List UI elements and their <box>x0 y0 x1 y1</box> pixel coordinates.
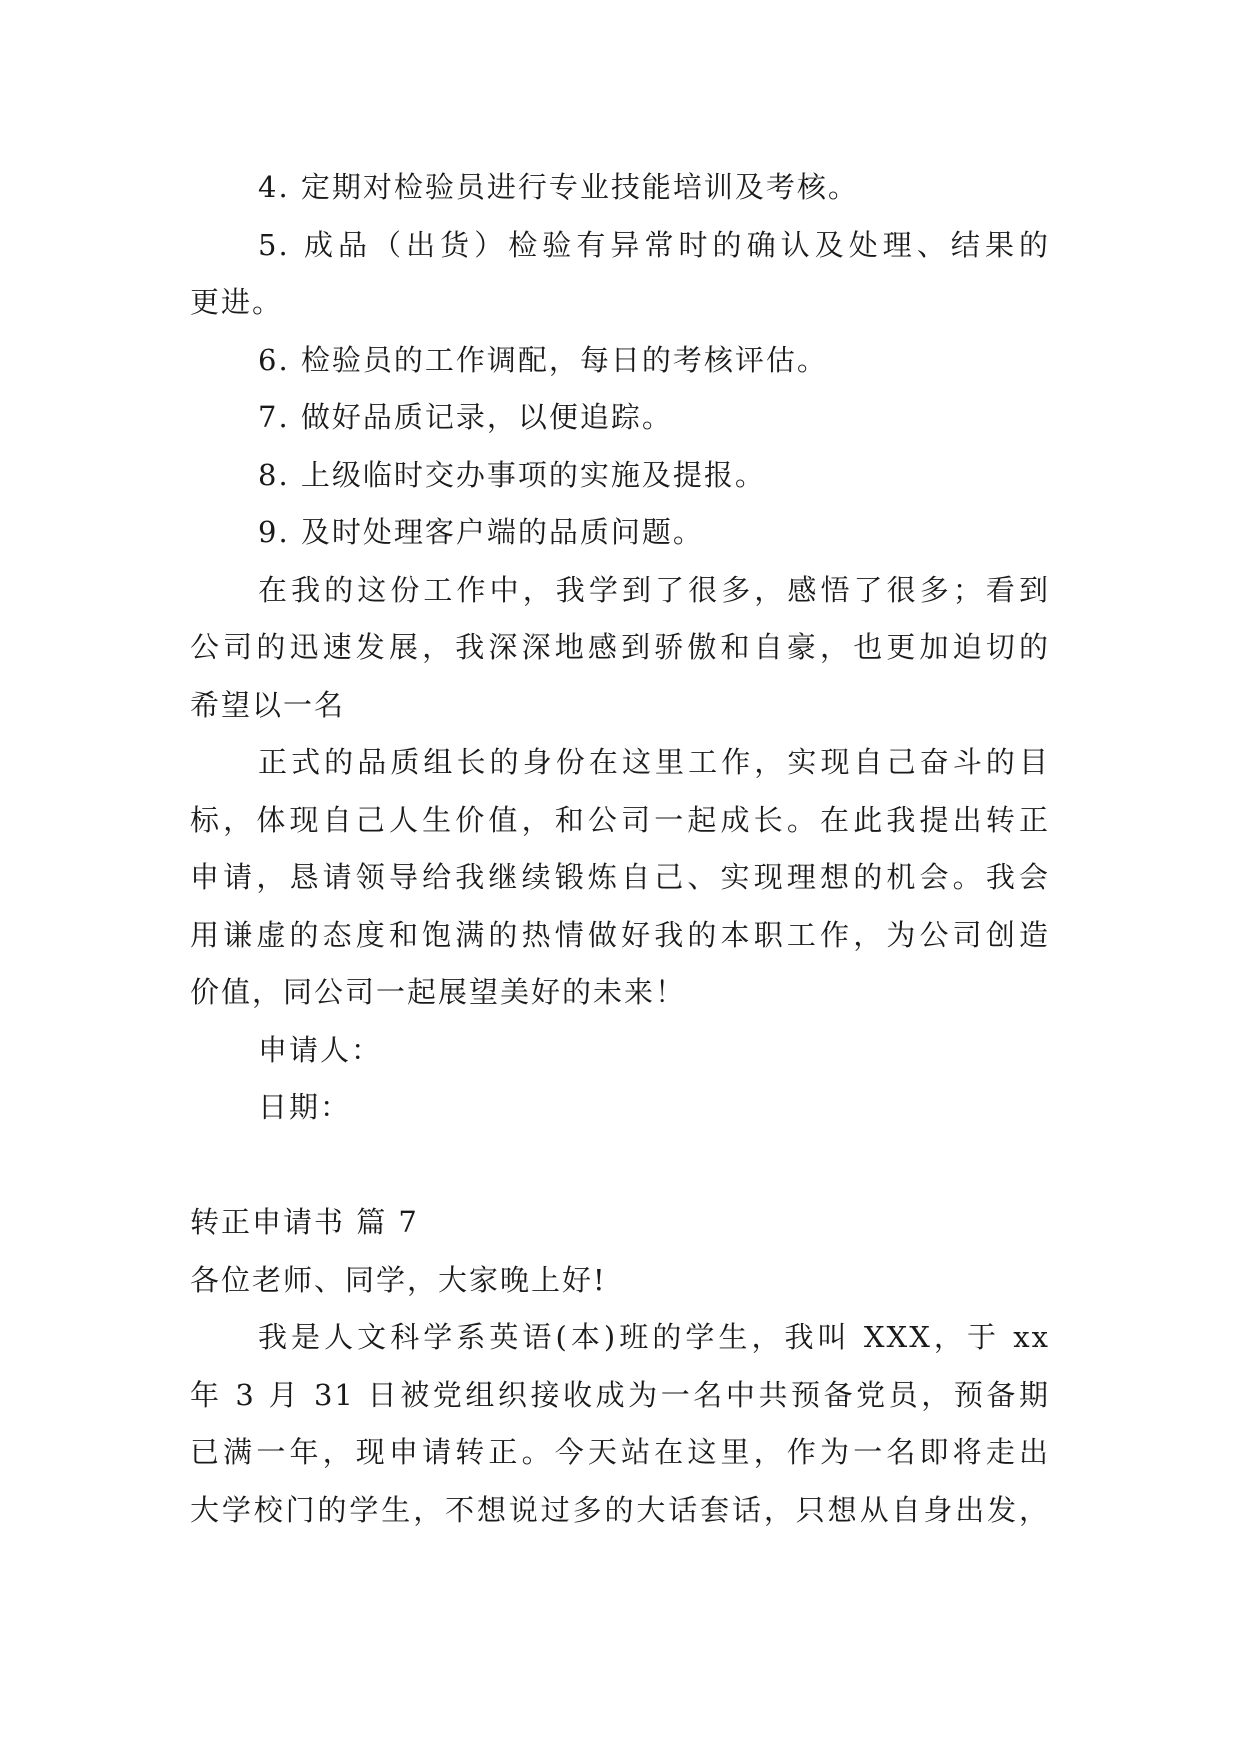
paragraph-line: 大学校门的学生，不想说过多的大话套话，只想从自身出发， <box>190 1493 1050 1527</box>
section-heading: 转正申请书 篇 7 <box>190 1205 419 1239</box>
paragraph-line: 我是人文科学系英语(本)班的学生，我叫 XXX，于 xx <box>258 1320 1050 1354</box>
list-item-9: 9. 及时处理客户端的品质问题。 <box>258 515 704 549</box>
paragraph-line: 希望以一名 <box>190 688 346 722</box>
paragraph-line: 标，体现自己人生价值，和公司一起成长。在此我提出转正 <box>190 803 1050 837</box>
paragraph-line: 正式的品质组长的身份在这里工作，实现自己奋斗的目 <box>258 745 1050 779</box>
list-item-8: 8. 上级临时交办事项的实施及提报。 <box>258 458 766 492</box>
list-item-5-continued: 更进。 <box>190 285 284 319</box>
paragraph-line: 用谦虚的态度和饱满的热情做好我的本职工作，为公司创造 <box>190 918 1050 952</box>
list-item-6: 6. 检验员的工作调配，每日的考核评估。 <box>258 343 828 377</box>
list-item-5: 5. 成品（出货）检验有异常时的确认及处理、结果的 <box>258 228 1050 262</box>
applicant-label: 申请人： <box>258 1033 383 1067</box>
date-label: 日期： <box>258 1090 352 1124</box>
paragraph-line: 年 3 月 31 日被党组织接收成为一名中共预备党员，预备期 <box>190 1378 1050 1412</box>
paragraph-line: 价值，同公司一起展望美好的未来！ <box>190 975 687 1009</box>
paragraph-line: 在我的这份工作中，我学到了很多，感悟了很多；看到 <box>258 573 1050 607</box>
paragraph-line: 公司的迅速发展，我深深地感到骄傲和自豪，也更加迫切的 <box>190 630 1050 664</box>
paragraph-line: 已满一年，现申请转正。今天站在这里，作为一名即将走出 <box>190 1435 1050 1469</box>
paragraph-line: 申请，恳请领导给我继续锻炼自己、实现理想的机会。我会 <box>190 860 1050 894</box>
greeting: 各位老师、同学，大家晚上好! <box>190 1263 607 1297</box>
list-item-7: 7. 做好品质记录，以便追踪。 <box>258 400 673 434</box>
list-item-4: 4. 定期对检验员进行专业技能培训及考核。 <box>258 170 859 204</box>
